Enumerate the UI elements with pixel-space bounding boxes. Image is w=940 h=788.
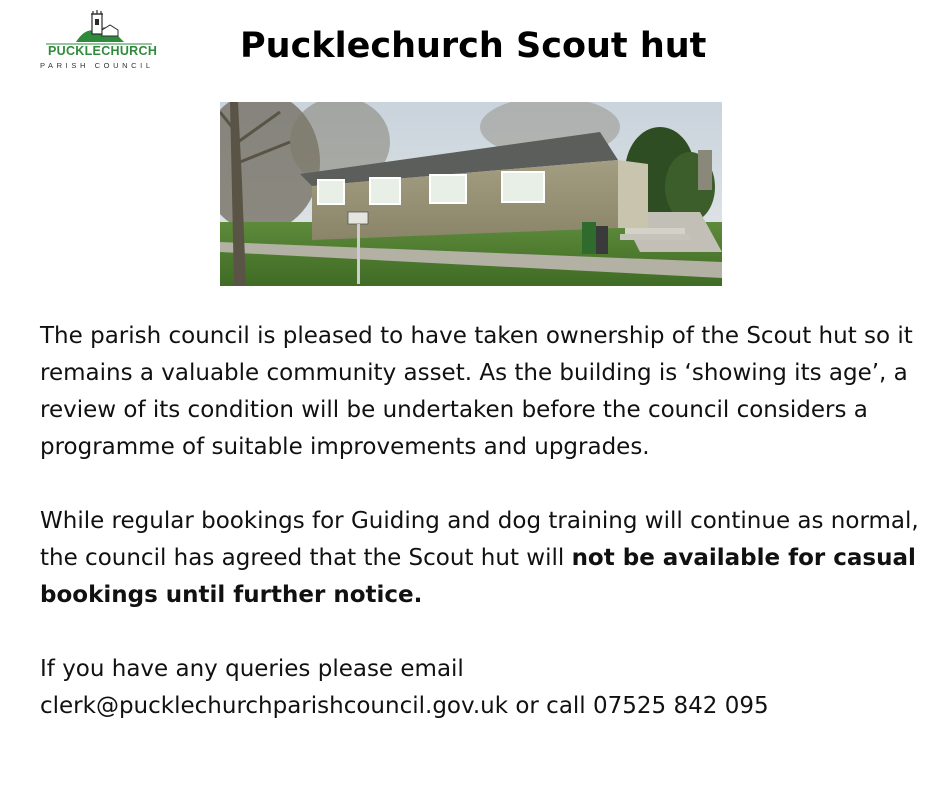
paragraph-ownership: The parish council is pleased to have taken ownership of the Scout hut so it remains a valuable community asset. As the building is ‘showing its age’, a review of its condition will be undertaken before the council considers a programme of suitable improvements and upgrades. <box>40 323 913 460</box>
paragraph-bookings <box>40 503 920 614</box>
logo-name: PUCKLECHURCH <box>48 44 158 58</box>
paragraph-contact <box>40 651 920 725</box>
contact-intro: If you have any queries please email <box>40 656 464 682</box>
parish-council-logo <box>40 8 170 70</box>
bookings-text: While regular bookings for Guiding and dog training will continue as normal, the council has agreed that the Scout hut will <box>40 508 919 571</box>
article-body <box>40 318 920 725</box>
page-title: Pucklechurch Scout hut <box>240 26 707 66</box>
scout-hut-photo <box>220 102 722 286</box>
bookings-notice: not be available for casual bookings until further notice. <box>40 545 916 608</box>
logo-subtitle: PARISH COUNCIL <box>40 61 154 70</box>
church-hill-emblem-icon <box>40 8 170 48</box>
contact-details: clerk@pucklechurchparishcouncil.gov.uk or call 07525 842 095 <box>40 693 769 719</box>
